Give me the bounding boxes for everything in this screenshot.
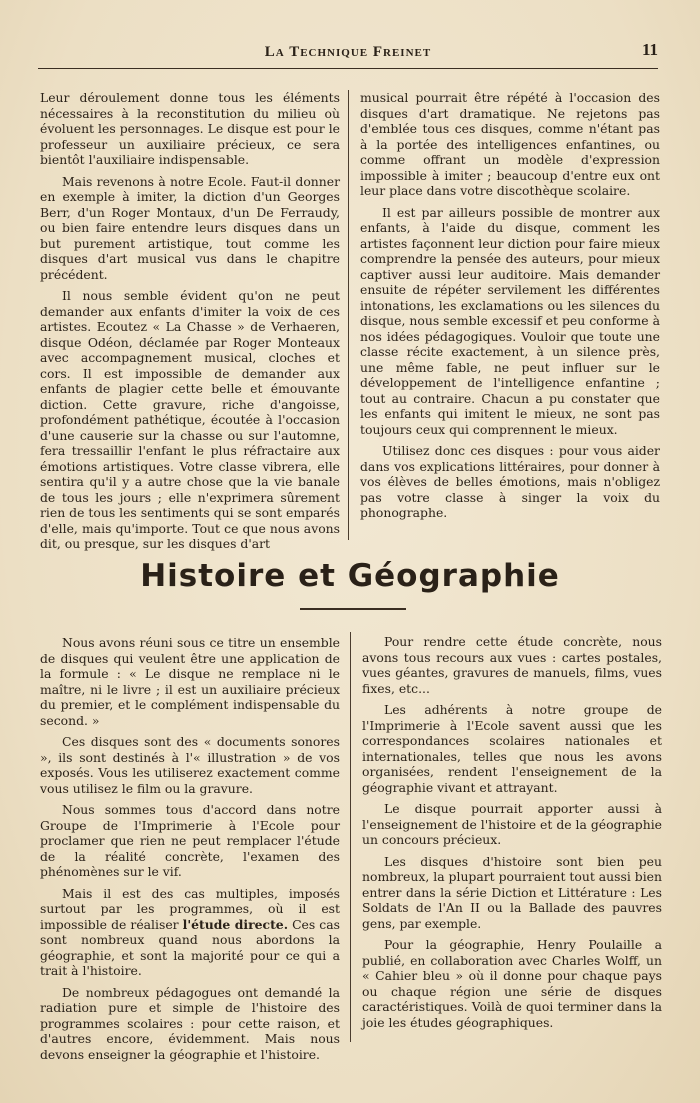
top-right-column	[360, 90, 660, 527]
paragraph: Pour la géographie, Henry Poulaille a publié, en collaboration avec Charles Wolff, un « Cahier bleu » où il donne pour chaque pays ou chaque région une série de disques caractéristiques. Voilà de quoi terminer dans la joie les études géographiques.	[362, 937, 662, 1030]
paragraph: Ces disques sont des « documents sonores », ils sont destinés à l'« illustration » de vos exposés. Vous les utiliserez exactement comme vous utilisez le film ou la gravure.	[40, 734, 340, 796]
title-underline	[300, 608, 406, 610]
page-number: 11	[641, 40, 658, 59]
paragraph	[40, 886, 340, 979]
paragraph: musical pourrait être répété à l'occasion des disques d'art dramatique. Ne rejetons pas d'emblée tous ces disques, comme n'étant pas à la portée des intelligences enfantines, ou comme offrant un modèle d'expression impossible à imiter ; beaucoup d'entre eux ont leur place dans votre discothèque scolaire.	[360, 90, 660, 198]
running-title: La Technique Freinet	[264, 44, 432, 60]
paragraph: Nous sommes tous d'accord dans notre Groupe de l'Imprimerie à l'Ecole pour proclamer que rien ne peut remplacer l'étude de la réalité concrète, l'examen des phénomènes sur le vif.	[40, 802, 340, 879]
paragraph: Il nous semble évident qu'on ne peut demander aux enfants d'imiter la voix de ces artistes. Ecoutez « La Chasse » de Verhaeren, disque Odéon, déclamée par Roger Monteaux avec accompagnement musical, cloches et cors. Il est impossible de demander aux enfants de plagier cette belle et émouvante diction. Cette gravure, riche d'angoisse, profondément pathétique, écoutée à l'occasion d'une causerie sur la chasse ou sur l'automne, fera tressaillir l'enfant le plus réfractaire aux émotions artistiques. Votre classe vibrera, elle sentira qu'il y a autre chose que la vie banale de tous les jours ; elle n'exprimera sûrement rien de tous les sentiments qui se sont emparés d'elle, mais qu'importe. Tout ce que nous avons dit, ou presque, sur les disques d'art	[40, 288, 340, 551]
bottom-right-column	[362, 634, 662, 1036]
paragraph: Leur déroulement donne tous les éléments nécessaires à la reconstitution du milieu où évoluent les personnages. Le disque est pour le professeur un auxiliaire précieux, ce sera bientôt l'auxiliaire indispensable.	[40, 90, 340, 167]
bottom-left-column	[40, 635, 340, 1068]
paragraph: Nous avons réuni sous ce titre un ensemble de disques qui veulent être une application de la formule : « Le disque ne remplace ni le maître, ni le livre ; il est un auxiliaire précieux du premier, et le complément indispensable du second. »	[40, 635, 340, 728]
paragraph: Les adhérents à notre groupe de l'Imprimerie à l'Ecole savent aussi que les correspondances scolaires nationales et internationales, telles que nous les avons organisées, rendent l'enseignement de la géographie vivant et attrayant.	[362, 702, 662, 795]
column-divider	[348, 90, 349, 540]
bold-text: l'étude directe.	[182, 916, 289, 932]
text-run: Mais il est des cas multiples, imposés surtout par les programmes, où il est impossible de réaliser	[40, 885, 340, 932]
paragraph: Le disque pourrait apporter aussi à l'enseignement de l'histoire et de la géographie un concours précieux.	[362, 801, 662, 847]
column-divider	[350, 632, 351, 1042]
paragraph: Les disques d'histoire sont bien peu nombreux, la plupart pourraient tout aussi bien entrer dans la série Diction et Littérature : Les Soldats de l'An II ou la Ballade des pauvres gens, par exemple.	[362, 853, 662, 931]
paragraph: De nombreux pédagogues ont demandé la radiation pure et simple de l'histoire des programmes scolaires : pour cette raison, et d'autres encore, évidemment. Mais nous devons enseigner la géographie et l'histoire.	[40, 984, 340, 1062]
section-title: Histoire et Géographie	[140, 558, 560, 594]
paragraph: Mais revenons à notre Ecole. Faut-il donner en exemple à imiter, la diction d'un Georges Berr, d'un Roger Montaux, d'un De Ferraudy, ou bien faire entendre leurs disques dans un but purement artistique, tout comme les disques d'art musical vus dans le chapitre précédent.	[40, 173, 340, 282]
text-run: Ces cas sont nombreux quand nous abordons la géographie, et sont la majorité pour ce qui a trait à l'histoire.	[40, 916, 340, 978]
paragraph: Pour rendre cette étude concrète, nous avons tous recours aux vues : cartes postales, vues géantes, gravures de manuels, films, vues fixes, etc...	[362, 634, 662, 696]
paragraph: Il est par ailleurs possible de montrer aux enfants, à l'aide du disque, comment les artistes façonnent leur diction pour faire mieux comprendre la pensée des auteurs, pour mieux captiver aussi leur auditoire. Mais demander ensuite de répéter servilement les différentes intonations, les exclamations ou les silences du disque, nous semble excessif et peu conforme à nos idées pédagogiques. Vouloir que toute une classe récite exactement, à un silence près, une même fable, ne peut influer sur le développement de l'intelligence enfantine ; tout au contraire. Chacun a pu constater que les enfants qui imitent le mieux, ne sont pas toujours ceux qui comprennent le mieux.	[360, 204, 660, 437]
running-header	[38, 38, 658, 69]
top-left-column	[40, 90, 340, 558]
paragraph: Utilisez donc ces disques : pour vous aider dans vos explications littéraires, pour donner à vos élèves de belles émotions, mais n'obligez pas votre classe à singer la voix du phonographe.	[360, 443, 660, 520]
